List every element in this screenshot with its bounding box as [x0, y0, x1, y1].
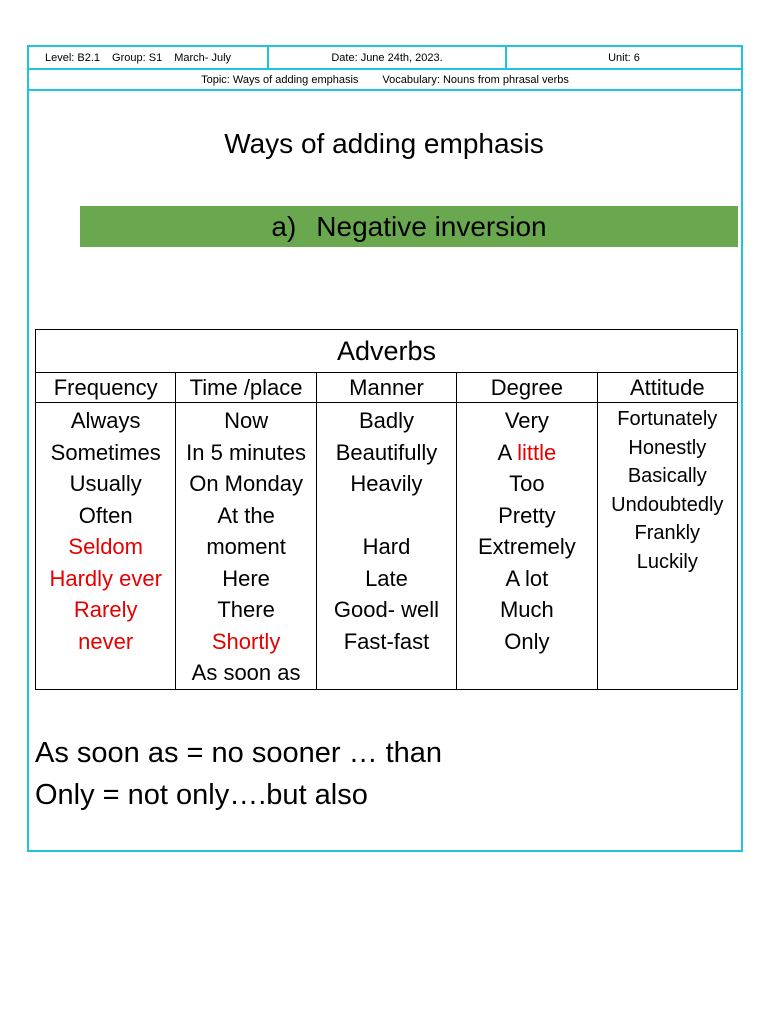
list-item: Very [504, 408, 549, 433]
list-item: Only [504, 628, 550, 654]
list-item-blank [317, 500, 456, 532]
list-item: Frankly [634, 522, 701, 544]
list-item: Usually [69, 471, 142, 496]
column-header-frequency: Frequency [36, 373, 176, 403]
note-line: Only = not only….but also [35, 779, 368, 811]
list-item: Often [78, 502, 133, 528]
list-item: Luckily [636, 550, 698, 573]
list-item: Good- well [333, 597, 440, 622]
list-item-highlighted: Hardly ever [49, 565, 162, 591]
list-item-highlighted: Rarely [73, 597, 138, 622]
list-item: Beautifully [335, 439, 438, 465]
column-header-attitude: Attitude [597, 373, 737, 403]
list-item: Basically [627, 465, 707, 487]
column-header-manner: Manner [316, 373, 456, 403]
a-text: A [497, 439, 511, 465]
header-vocabulary: Vocabulary: Nouns from phrasal verbs [382, 73, 569, 86]
page-title: Ways of adding emphasis [224, 128, 544, 159]
frequency-cell [36, 403, 176, 690]
column-header-time-place: Time /place [176, 373, 316, 403]
list-item: Sometimes [50, 439, 161, 465]
section-banner [80, 206, 738, 247]
list-item: As soon as [191, 660, 301, 685]
list-item: moment [206, 534, 286, 559]
list-item: A lot [505, 565, 549, 591]
list-item: Fortunately [617, 408, 718, 430]
header-date-cell [269, 47, 507, 68]
list-item: Extremely [477, 534, 576, 559]
list-item: Honestly [628, 436, 707, 459]
section-letter: a) [271, 210, 297, 242]
header-level: Level: B2.1 [45, 51, 101, 64]
header-topic: Topic: Ways of adding emphasis [201, 73, 359, 86]
header-row-topic [29, 70, 741, 91]
header-date: Date: June 24th, 2023. [331, 51, 443, 64]
little-text-highlighted: little [517, 439, 557, 465]
header-unit: Unit: 6 [608, 51, 640, 64]
adverbs-table [35, 329, 738, 690]
header-unit-cell [507, 47, 741, 68]
list-item: Hard [362, 534, 411, 559]
list-item: In 5 minutes [186, 439, 306, 465]
list-item: Pretty [498, 502, 556, 528]
list-item: Fast-fast [343, 628, 430, 654]
manner-cell [316, 403, 456, 690]
list-item: Badly [358, 408, 414, 433]
list-item: Too [509, 471, 545, 496]
note-line: As soon as = no sooner … than [35, 737, 443, 769]
list-item: Much [499, 597, 554, 622]
list-item: On Monday [189, 471, 303, 496]
list-item: Here [222, 565, 270, 591]
column-header-degree: Degree [457, 373, 597, 403]
header-row-info [29, 47, 741, 70]
degree-cell [457, 403, 597, 690]
list-item: Always [70, 408, 141, 433]
time-place-cell [176, 403, 316, 690]
header-level-cell [29, 47, 269, 68]
list-item-highlighted: Shortly [211, 628, 281, 654]
table-heading: Adverbs [36, 330, 738, 373]
header-period: March- July [174, 51, 232, 64]
list-item: Heavily [350, 471, 423, 496]
list-item: There [217, 597, 275, 622]
notes [35, 732, 442, 816]
list-item-highlighted: never [78, 628, 134, 654]
list-item-a-little [457, 437, 596, 469]
list-item-highlighted: Seldom [68, 534, 143, 559]
list-item: Now [224, 408, 269, 433]
attitude-cell [597, 403, 737, 690]
section-label: Negative inversion [316, 210, 547, 242]
list-item: At the [217, 502, 275, 528]
list-item: Undoubtedly [611, 493, 724, 516]
header-group: Group: S1 [112, 51, 163, 64]
list-item: Late [365, 565, 408, 591]
